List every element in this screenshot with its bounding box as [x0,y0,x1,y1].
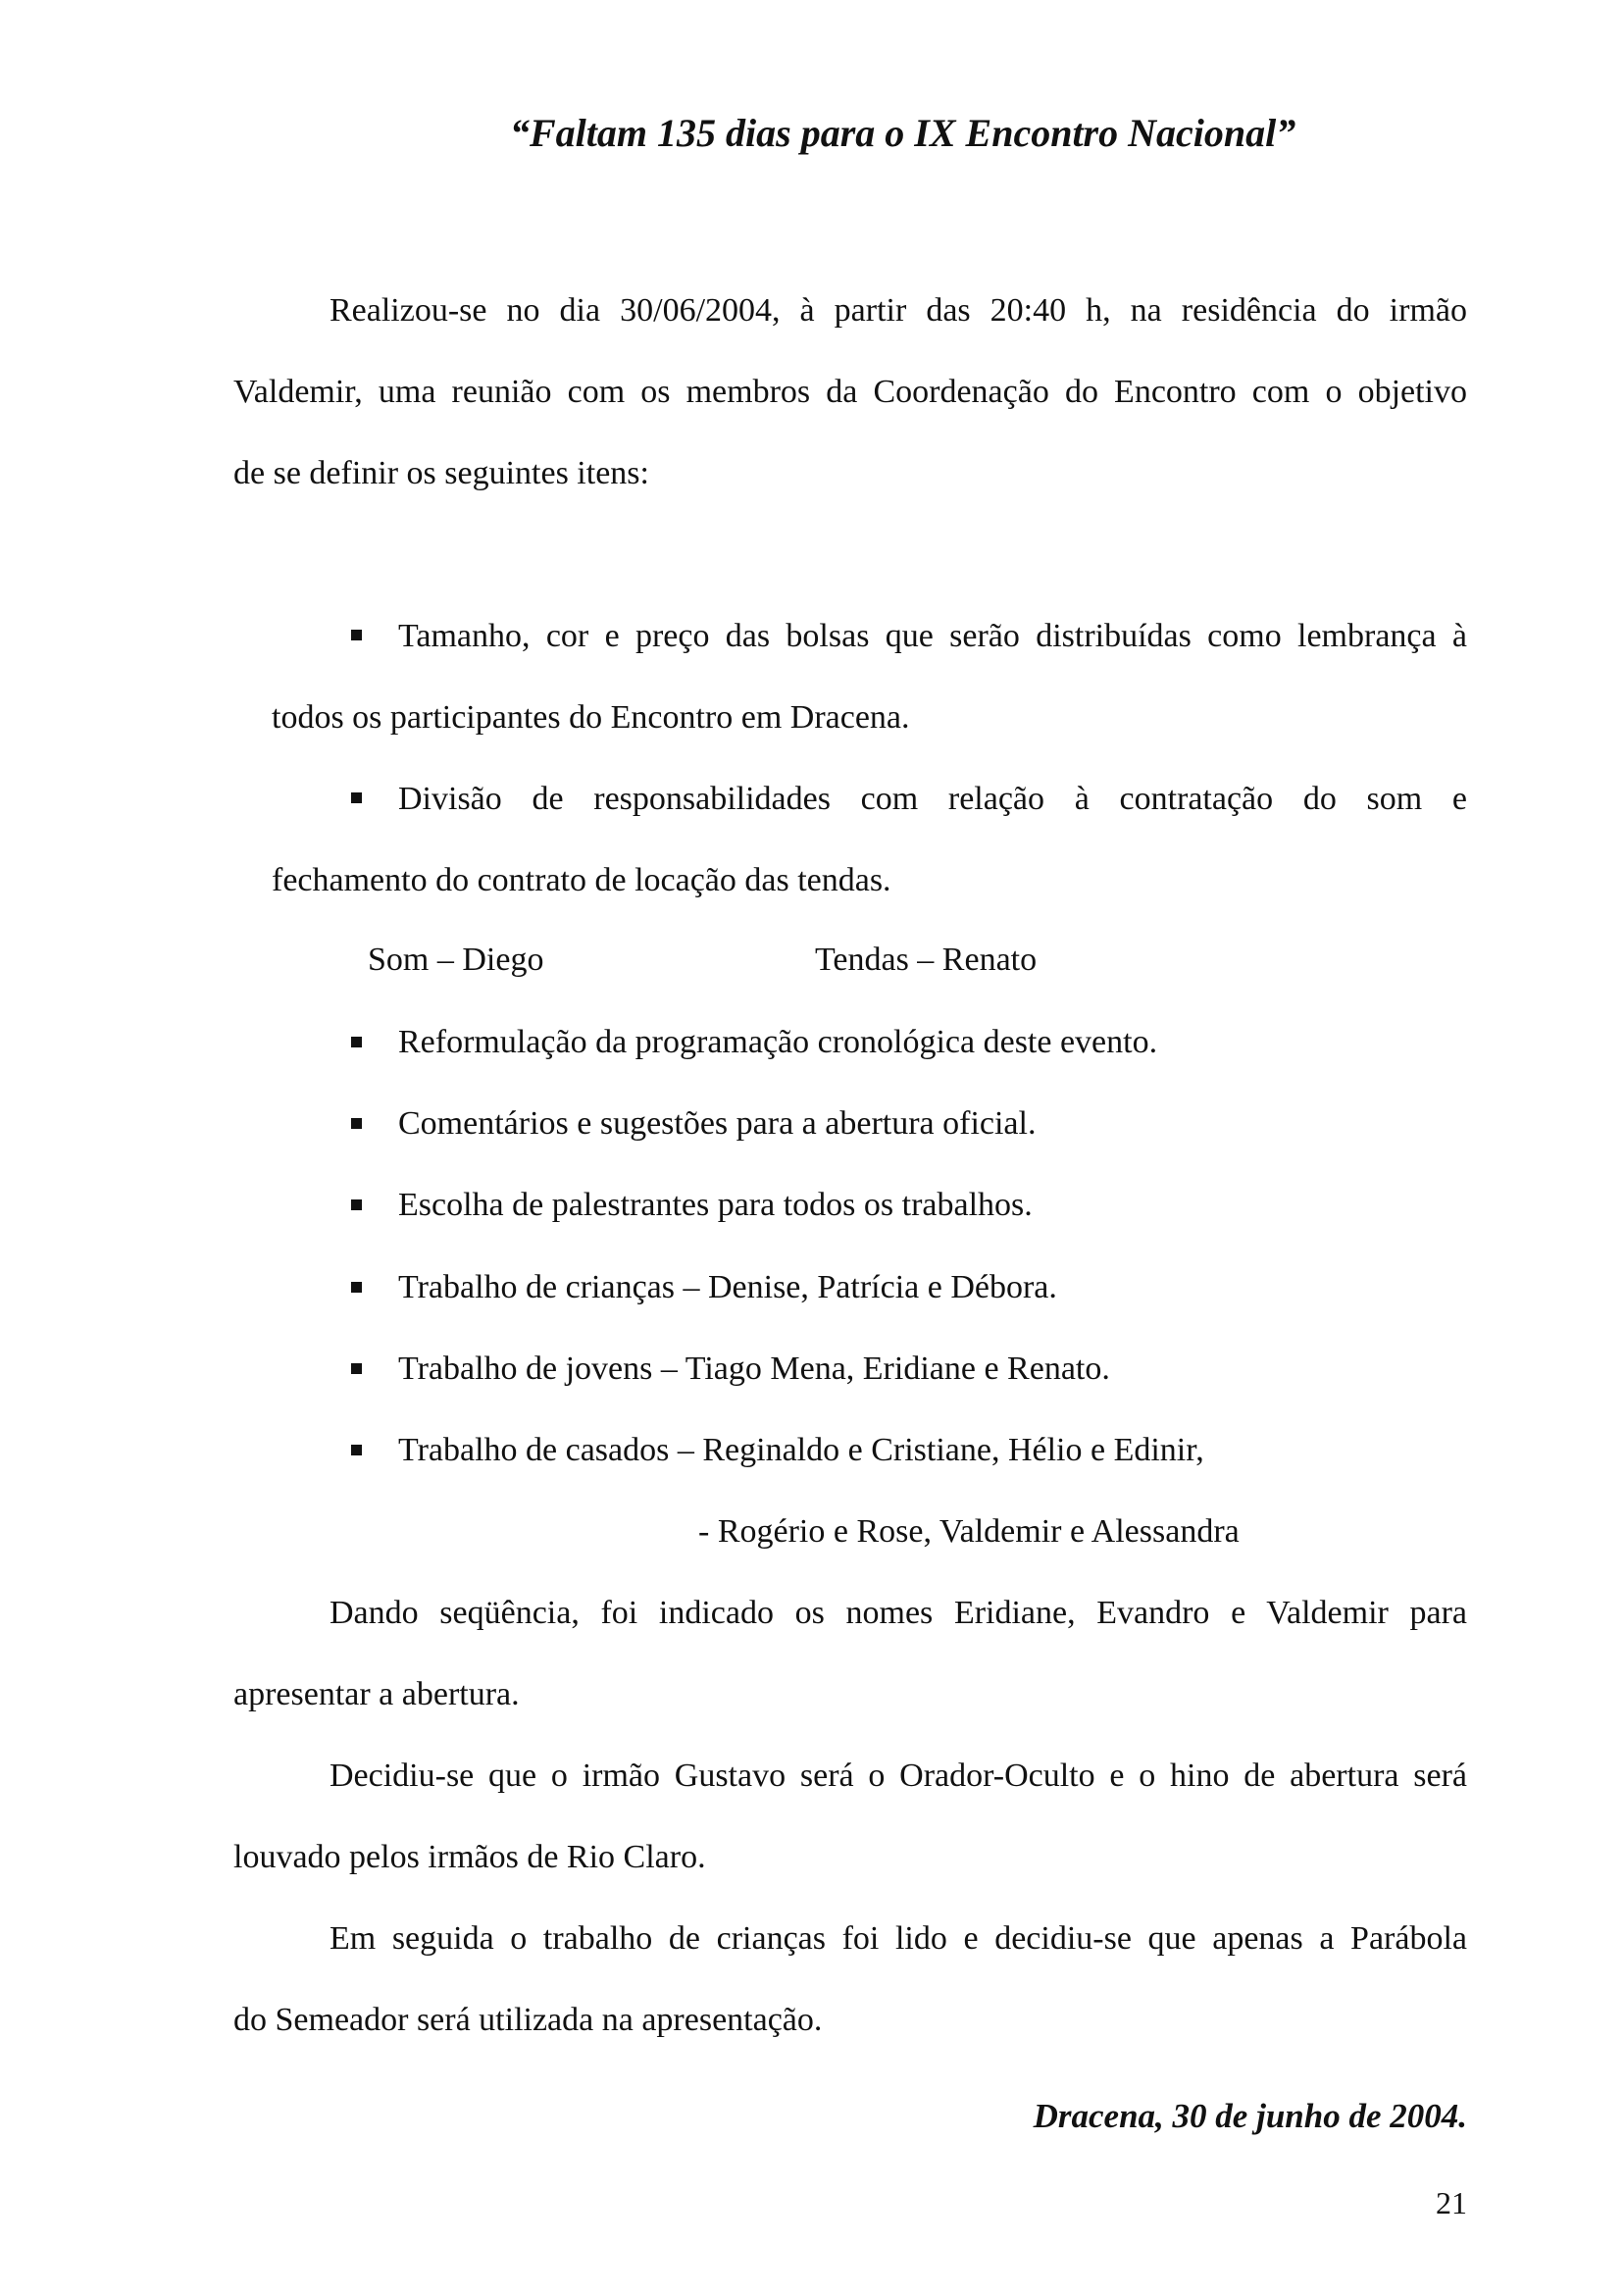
bullet-icon [351,1363,362,1374]
item-bolsas-line-2: todos os participantes do Encontro em Dracena. [272,699,910,736]
bullet-icon [351,1445,362,1455]
item-divisao-line-2: fechamento do contrato de locação das tendas. [272,862,891,898]
paragraph-2-line-1: Decidiu-se que o irmão Gustavo será o Orador-Oculto e o hino de abertura será [330,1758,1467,1794]
item-comentarios: Comentários e sugestões para a abertura oficial. [398,1105,1037,1142]
paragraph-2-line-2: louvado pelos irmãos de Rio Claro. [233,1839,706,1875]
item-tendas: Tendas – Renato [815,942,1038,978]
item-bolsas-line-1: Tamanho, cor e preço das bolsas que serão distribuídas como lembrança à [398,618,1467,654]
page-title: “Faltam 135 dias para o IX Encontro Nacional” [510,111,1296,155]
intro-line-2: Valdemir, uma reunião com os membros da Coordenação do Encontro com o objetivo [233,374,1467,410]
item-jovens: Trabalho de jovens – Tiago Mena, Eridiane e Renato. [398,1351,1110,1387]
item-som: Som – Diego [368,942,544,978]
bullet-icon [351,1199,362,1210]
item-escolha: Escolha de palestrantes para todos os trabalhos. [398,1187,1033,1223]
item-criancas: Trabalho de crianças – Denise, Patrícia e Débora. [398,1269,1057,1305]
item-divisao-line-1: Divisão de responsabilidades com relação à contratação do som e [398,781,1467,817]
intro-line-1: Realizou-se no dia 30/06/2004, à partir das 20:40 h, na residência do irmão [330,292,1467,329]
signature-date: Dracena, 30 de junho de 2004. [1033,2097,1467,2135]
bullet-icon [351,1037,362,1047]
page-number: 21 [1436,2185,1467,2220]
bullet-icon [351,1282,362,1293]
paragraph-3-line-2: do Semeador será utilizada na apresentação. [233,2002,823,2038]
paragraph-1-line-2: apresentar a abertura. [233,1676,520,1712]
bullet-icon [351,1118,362,1129]
item-casados-continuation: - Rogério e Rose, Valdemir e Alessandra [698,1513,1240,1550]
paragraph-1-line-1: Dando seqüência, foi indicado os nomes Eridiane, Evandro e Valdemir para [330,1595,1467,1631]
item-casados: Trabalho de casados – Reginaldo e Cristiane, Hélio e Edinir, [398,1432,1204,1468]
item-reformulacao: Reformulação da programação cronológica deste evento. [398,1024,1158,1060]
intro-line-3: de se definir os seguintes itens: [233,455,649,491]
bullet-icon [351,630,362,640]
bullet-icon [351,792,362,803]
paragraph-3-line-1: Em seguida o trabalho de crianças foi lido e decidiu-se que apenas a Parábola [330,1920,1467,1957]
